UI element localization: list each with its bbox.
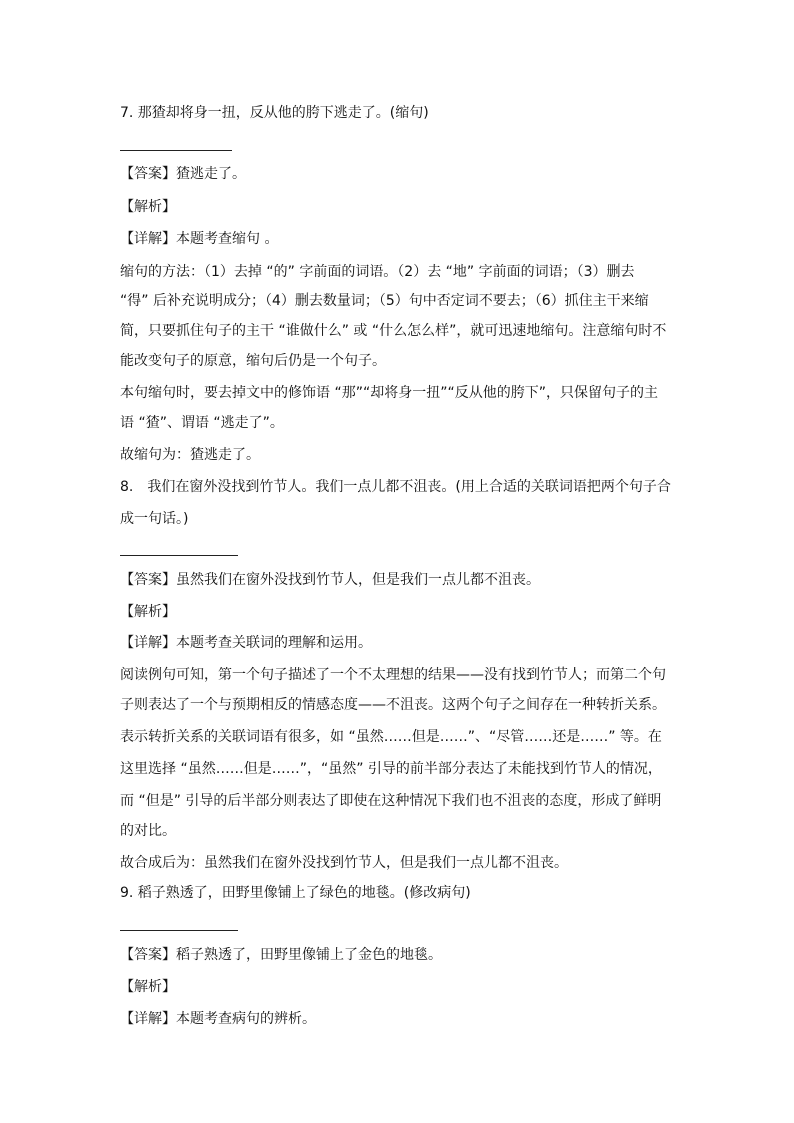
q7-answer-blank: [120, 150, 232, 151]
q7-method-line: “得” 后补充说明成分；（4）删去数量词；（5）句中否定词不要去；（6）抓住主干来缩: [120, 293, 649, 309]
q9-answer-blank: [120, 930, 238, 931]
q9-detail: 【详解】本题考查病句的辨析。: [120, 1011, 316, 1027]
q7-analysis-line: 语 “猹”、谓语 “逃走了”。: [120, 415, 284, 431]
q8-body-line: 而 “但是” 引导的后半部分则表达了即使在这种情况下我们也不沮丧的态度，形成了鲜明: [120, 793, 662, 809]
q8-conclusion: 故合成后为：虽然我们在窗外没找到竹节人，但是我们一点儿都不沮丧。: [120, 855, 568, 871]
q8-detail: 【详解】本题考查关联词的理解和运用。: [120, 635, 372, 651]
q8-answer: 【答案】虽然我们在窗外没找到竹节人，但是我们一点儿都不沮丧。: [120, 572, 540, 588]
q7-conclusion: 故缩句为：猹逃走了。: [120, 447, 260, 463]
q8-body-line: 这里选择 “虽然……但是……”，“虽然” 引导的前半部分表达了未能找到竹节人的情况，: [120, 761, 662, 777]
q9-jiexi-label: 【解析】: [120, 979, 176, 995]
q7-analysis-line: 本句缩句时，要去掉文中的修饰语 “那”“却将身一扭”“反从他的胯下”，只保留句子的主: [120, 385, 658, 401]
q8-question-line: 成一句话。): [120, 511, 189, 527]
q7-jiexi-label: 【解析】: [120, 199, 176, 215]
q7-answer: 【答案】猹逃走了。: [120, 166, 246, 182]
q7-method-line: 能改变句子的原意，缩句后仍是一个句子。: [120, 353, 386, 369]
q7-detail: 【详解】本题考查缩句 。: [120, 231, 279, 247]
q8-body-line: 的对比。: [120, 823, 176, 839]
q8-body-line: 子则表达了一个与预期相反的情感态度——不沮丧。这两个句子之间存在一种转折关系。: [120, 697, 666, 713]
q9-question: 9. 稻子熟透了，田野里像铺上了绿色的地毯。(修改病句): [120, 885, 471, 901]
q8-body-line: 表示转折关系的关联词语有很多，如 “虽然……但是……”、“尽管……还是……” 等。在: [120, 729, 662, 745]
q7-method-line: 缩句的方法：（1）去掉 “的” 字前面的词语。（2）去 “地” 字前面的词语；（3）删去: [120, 264, 635, 280]
q7-question: 7. 那猹却将身一扭，反从他的胯下逃走了。(缩句): [120, 105, 429, 121]
q8-body-line: 阅读例句可知，第一个句子描述了一个不太理想的结果——没有找到竹节人；而第二个句: [120, 667, 666, 683]
q9-answer: 【答案】稻子熟透了，田野里像铺上了金色的地毯。: [120, 947, 442, 963]
q8-answer-blank: [120, 555, 238, 556]
q8-jiexi-label: 【解析】: [120, 604, 176, 620]
q7-method-line: 简，只要抓住句子的主干 “谁做什么” 或 “什么怎么样”，就可迅速地缩句。注意缩句时不: [120, 323, 667, 339]
q8-question-line: 8. 我们在窗外没找到竹节人。我们一点儿都不沮丧。(用上合适的关联词语把两个句子合: [120, 479, 671, 495]
